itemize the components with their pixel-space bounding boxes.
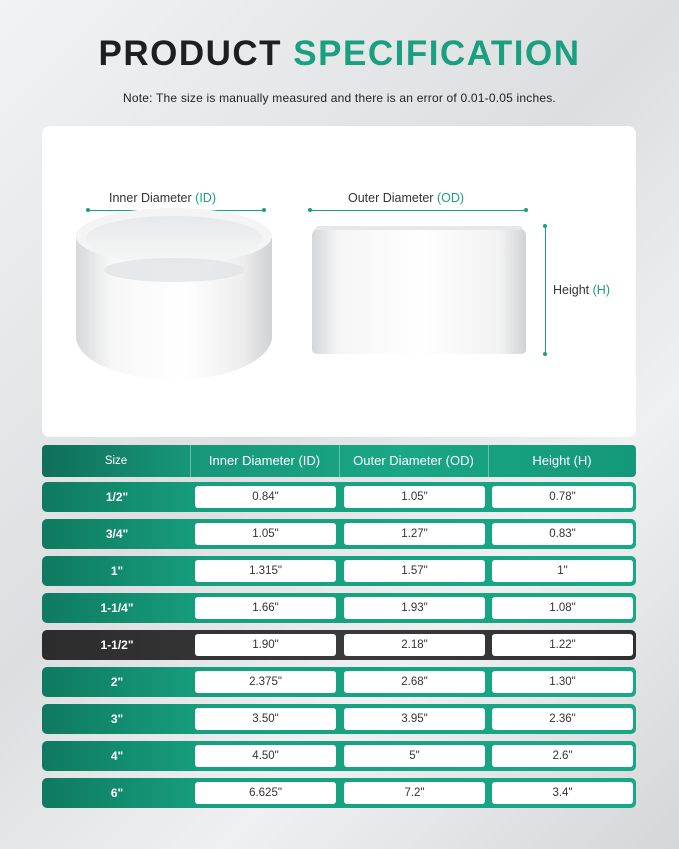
table-row	[42, 593, 636, 623]
inner-diameter-cell: 3.50"	[195, 708, 336, 730]
size-cell: 3"	[110, 712, 124, 726]
size-cell: 3/4"	[105, 527, 129, 541]
inner-diameter-cell: 6.625"	[195, 782, 336, 804]
inner-diameter-text: Inner Diameter	[109, 191, 192, 205]
height-cell: 0.78"	[492, 486, 633, 508]
height-dot-top	[543, 224, 547, 228]
outer-diameter-cell: 3.95"	[344, 708, 485, 730]
outer-diameter-abbr: (OD)	[436, 191, 465, 205]
size-cell: 1"	[110, 564, 124, 578]
pipe-cap-open-image	[72, 206, 277, 386]
outer-diameter-cell: 1.57"	[344, 560, 485, 582]
size-cell: 4"	[110, 749, 124, 763]
height-line	[545, 226, 546, 354]
table-row	[42, 482, 636, 512]
height-cell: 1"	[492, 560, 633, 582]
height-cell: 3.4"	[492, 782, 633, 804]
outer-diameter-dot-right	[524, 208, 528, 212]
height-dot-bottom	[543, 352, 547, 356]
size-cell: 1-1/4"	[100, 601, 134, 615]
inner-diameter-cell: 4.50"	[195, 745, 336, 767]
inner-diameter-cell: 0.84"	[195, 486, 336, 508]
height-cell: 1.30"	[492, 671, 633, 693]
inner-diameter-cell: 1.315"	[195, 560, 336, 582]
height-cell: 0.83"	[492, 523, 633, 545]
inner-diameter-label	[109, 191, 216, 205]
table-header-row	[42, 445, 636, 477]
height-abbr: (H)	[592, 283, 610, 297]
measurement-note: Note: The size is manually measured and there is an error of 0.01-0.05 inches.	[123, 91, 556, 105]
table-row	[42, 741, 636, 771]
size-cell: 1-1/2"	[100, 638, 134, 652]
size-cell: 1/2"	[105, 490, 129, 504]
outer-diameter-text: Outer Diameter	[348, 191, 434, 205]
page-title	[0, 34, 679, 74]
title-part-2: SPECIFICATION	[293, 34, 581, 73]
height-cell: 1.08"	[492, 597, 633, 619]
header-outer-diameter: Outer Diameter (OD)	[353, 453, 474, 468]
outer-diameter-label	[348, 191, 464, 205]
height-text: Height	[553, 283, 590, 297]
header-size: Size	[104, 455, 128, 467]
outer-diameter-line	[310, 210, 526, 211]
height-cell: 2.6"	[492, 745, 633, 767]
height-cell: 1.22"	[492, 634, 633, 656]
inner-diameter-cell: 1.05"	[195, 523, 336, 545]
size-cell: 6"	[110, 786, 124, 800]
outer-diameter-cell: 1.27"	[344, 523, 485, 545]
table-row	[42, 556, 636, 586]
outer-diameter-cell: 2.18"	[344, 634, 485, 656]
header-height: Height (H)	[532, 453, 592, 468]
inner-diameter-abbr: (ID)	[195, 191, 216, 205]
table-row	[42, 519, 636, 549]
pipe-cap-side-image	[308, 222, 530, 356]
table-row	[42, 667, 636, 697]
inner-diameter-cell: 1.66"	[195, 597, 336, 619]
title-part-1: PRODUCT	[98, 34, 283, 73]
inner-diameter-cell: 2.375"	[195, 671, 336, 693]
table-row	[42, 704, 636, 734]
outer-diameter-cell: 7.2"	[344, 782, 485, 804]
outer-diameter-cell: 1.93"	[344, 597, 485, 619]
table-row	[42, 630, 636, 660]
product-photo-panel	[42, 126, 636, 437]
inner-diameter-cell: 1.90"	[195, 634, 336, 656]
header-inner-diameter: Inner Diameter (ID)	[208, 453, 321, 468]
height-cell: 2.36"	[492, 708, 633, 730]
outer-diameter-cell: 2.68"	[344, 671, 485, 693]
outer-diameter-cell: 5"	[344, 745, 485, 767]
table-row	[42, 778, 636, 808]
outer-diameter-dot-left	[308, 208, 312, 212]
outer-diameter-cell: 1.05"	[344, 486, 485, 508]
size-cell: 2"	[110, 675, 124, 689]
height-label	[553, 283, 610, 297]
